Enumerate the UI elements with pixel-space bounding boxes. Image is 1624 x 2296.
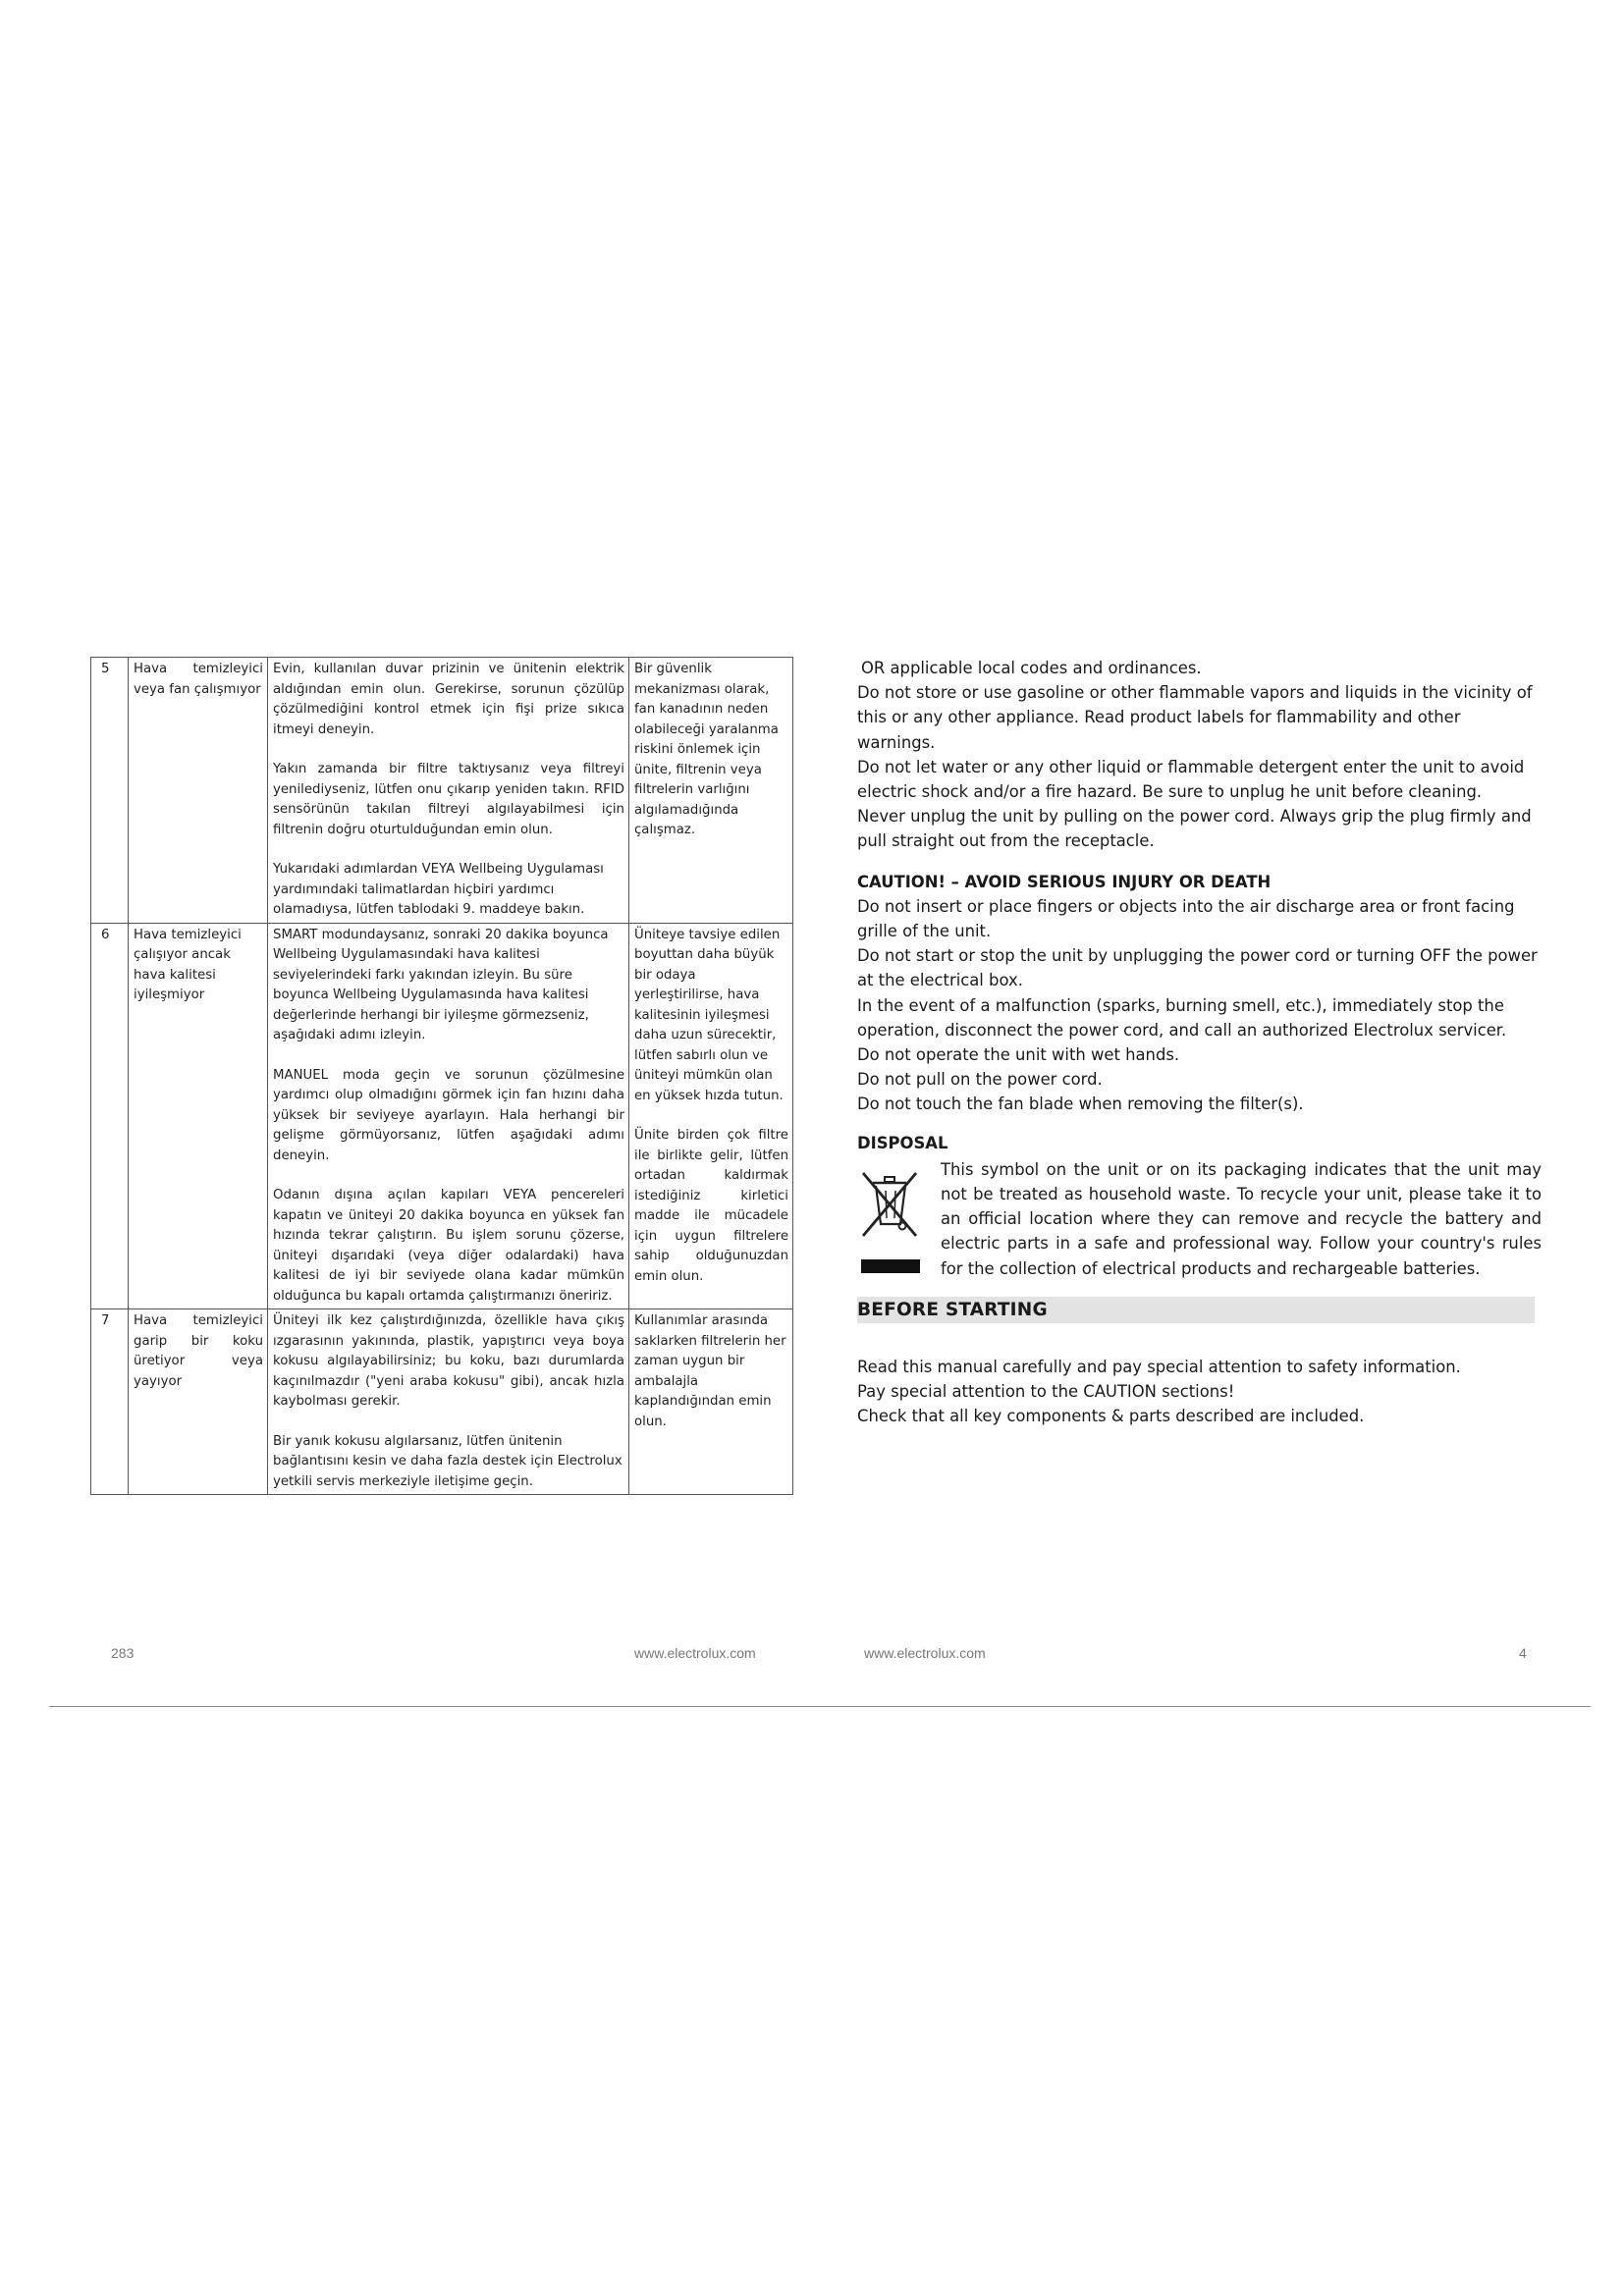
note-text: Ünite birden çok filtre ile birlikte gelir, lütfen ortadan kaldırmak istediğiniz kirletici madde ile mücadele için uygun filtrelere sahip olduğunuzdan emin olun. — [634, 1128, 788, 1284]
note-cell — [629, 658, 793, 924]
before-starting-heading: BEFORE STARTING — [857, 1297, 1535, 1323]
solution-cell — [268, 1309, 629, 1495]
caution-line: Do not start or stop the unit by unplugging the power cord or turning OFF the power at the electrical box. — [857, 946, 1538, 990]
row-number: 6 — [91, 923, 129, 1309]
solution-text: Yukarıdaki adımlardan VEYA Wellbeing Uygulaması yardımındaki talimatlardan hiçbiri yardımcı olamadıysa, lütfen tablodaki 9. maddeye bakın. — [273, 862, 604, 917]
solution-text: Evin, kullanılan duvar prizinin ve ünitenin elektrik aldığından emin olun. Gerekirse, sorunun çözülüp çözülmediğini kontrol etmek için fişi prize sıkıca itmeyi deneyin. — [273, 662, 624, 737]
crossed-out-wheelie-bin-icon — [857, 1161, 922, 1277]
note-cell — [629, 1309, 793, 1495]
caution-line: Do not operate the unit with wet hands. — [857, 1045, 1180, 1065]
solution-text: Yakın zamanda bir filtre taktıysanız veya filtreyi yenilediyseniz, lütfen onu çıkarıp yeniden takın. RFID sensörünün takılan filtreyi algılayabilmesi için filtrenin doğru oturtulduğundan emin olun. — [273, 762, 624, 837]
problem-cell: Hava temizleyici veya fan çalışmıyor — [129, 658, 268, 924]
right-footer-url: www.electrolux.com — [864, 1645, 986, 1661]
right-page-number: 4 — [1519, 1645, 1527, 1661]
troubleshooting-table — [90, 657, 793, 1495]
intro-line: Do not let water or any other liquid or flammable detergent enter the unit to avoid electric shock and/or a fire hazard. Be sure to unplug he unit before cleaning. — [857, 757, 1525, 802]
intro-line: OR applicable local codes and ordinances. — [861, 659, 1202, 677]
note-text: Üniteye tavsiye edilen boyuttan daha büyük bir odaya yerleştirilirse, hava kalitesinin iyileşmesi daha uzun sürecektir, lütfen sabırlı olun ve üniteyi mümkün olan en yüksek hızda tutun. — [634, 927, 784, 1103]
caution-line: In the event of a malfunction (sparks, burning smell, etc.), immediately stop the operation, disconnect the power cord, and call an authorized Electrolux servicer. — [857, 995, 1507, 1040]
table-row — [91, 923, 793, 1309]
before-starting-line: Check that all key components & parts described are included. — [857, 1407, 1365, 1426]
note-text: Bir güvenlik mekanizması olarak, fan kanadının neden olabileceği yaralanma riskini önlemek için ünite, filtrenin veya filtrelerin varlığını algılamadığında çalışmaz. — [634, 662, 779, 837]
table-row — [91, 658, 793, 924]
caution-line: Do not insert or place fingers or objects into the air discharge area or front facing grille of the unit. — [857, 896, 1515, 941]
caution-line: Do not touch the fan blade when removing the filter(s). — [857, 1095, 1304, 1114]
disposal-text: This symbol on the unit or on its packaging indicates that the unit may not be treated as household waste. To recycle your unit, please take it to an official location where they can remove and recycle the battery and electric parts in a safe and professional way. Follow your country's rules for the collection of electrical products and rechargeable batteries. — [941, 1159, 1542, 1278]
solution-text: Odanın dışına açılan kapıları VEYA pencereleri kapatın ve üniteyi 20 dakika boyunca en yüksek fan hızında tekrar çalıştırın. Bu işlem sorunu çözerse, üniteyi dışarıdaki (veya diğer odalardaki) hava kalitesi de iyi bir seviyede olana kadar mümkün olduğunca bu kapalı ortamda çalıştırmanızı öneririz. — [273, 1188, 624, 1304]
solution-text: Üniteyi ilk kez çalıştırdığınızda, özellikle hava çıkış ızgarasının yakınında, plastik, yapıştırıcı veya boya kokusu algılayabilirsiniz; bu koku, bazı durumlarda kaçınılmazdır ("yeni araba kokusu" gibi), ancak hızla kaybolması gerekir. — [273, 1313, 624, 1409]
left-page-number: 283 — [111, 1645, 135, 1661]
solution-cell — [268, 658, 629, 924]
row-number: 5 — [91, 658, 129, 924]
caution-heading: CAUTION! – AVOID SERIOUS INJURY OR DEATH — [857, 872, 1272, 891]
solution-text: MANUEL moda geçin ve sorunun çözülmesine yardımcı olup olmadığını görmek için fan hızını daha yüksek bir seviyeye ayarlayın. Hala herhangi bir gelişme görmüyorsanız, lütfen aşağıdaki adımı deneyin. — [273, 1067, 624, 1163]
right-page-content — [857, 656, 1542, 1428]
bottom-divider — [49, 1706, 1591, 1707]
problem-cell: Hava temizleyici garip bir koku üretiyor veya yayıyor — [129, 1309, 268, 1495]
left-footer-url: www.electrolux.com — [634, 1645, 756, 1661]
before-starting-line: Pay special attention to the CAUTION sections! — [857, 1382, 1235, 1402]
solution-cell — [268, 923, 629, 1309]
note-cell — [629, 923, 793, 1309]
intro-line: Do not store or use gasoline or other flammable vapors and liquids in the vicinity of this or any other appliance. Read product labels for flammability and other warnings. — [857, 683, 1533, 752]
solution-text: SMART modundaysanız, sonraki 20 dakika boyunca Wellbeing Uygulamasındaki hava kalitesi seviyelerindeki farkı yakından izleyin. Bu süre boyunca Wellbeing Uygulamasında hava kalitesi değerlerinde herhangi bir iyileşme görmezseniz, aşağıdaki adımı izleyin. — [273, 927, 609, 1042]
solution-text: Bir yanık kokusu algılarsanız, lütfen ünitenin bağlantısını kesin ve daha fazla destek için Electrolux yetkili servis merkeziyle iletişime geçin. — [273, 1433, 623, 1489]
caution-line: Do not pull on the power cord. — [857, 1070, 1103, 1090]
table-row — [91, 1309, 793, 1495]
note-text: Kullanımlar arasında saklarken filtrelerin her zaman uygun bir ambalajla kaplandığından emin olun. — [634, 1313, 786, 1429]
intro-line: Never unplug the unit by pulling on the power cord. Always grip the plug firmly and pull straight out from the receptacle. — [857, 807, 1532, 851]
problem-cell: Hava temizleyici çalışıyor ancak hava kalitesi iyileşmiyor — [129, 923, 268, 1309]
disposal-heading: DISPOSAL — [857, 1133, 948, 1152]
before-starting-line: Read this manual carefully and pay special attention to safety information. — [857, 1357, 1461, 1376]
row-number: 7 — [91, 1309, 129, 1495]
disposal-block — [857, 1157, 1542, 1281]
